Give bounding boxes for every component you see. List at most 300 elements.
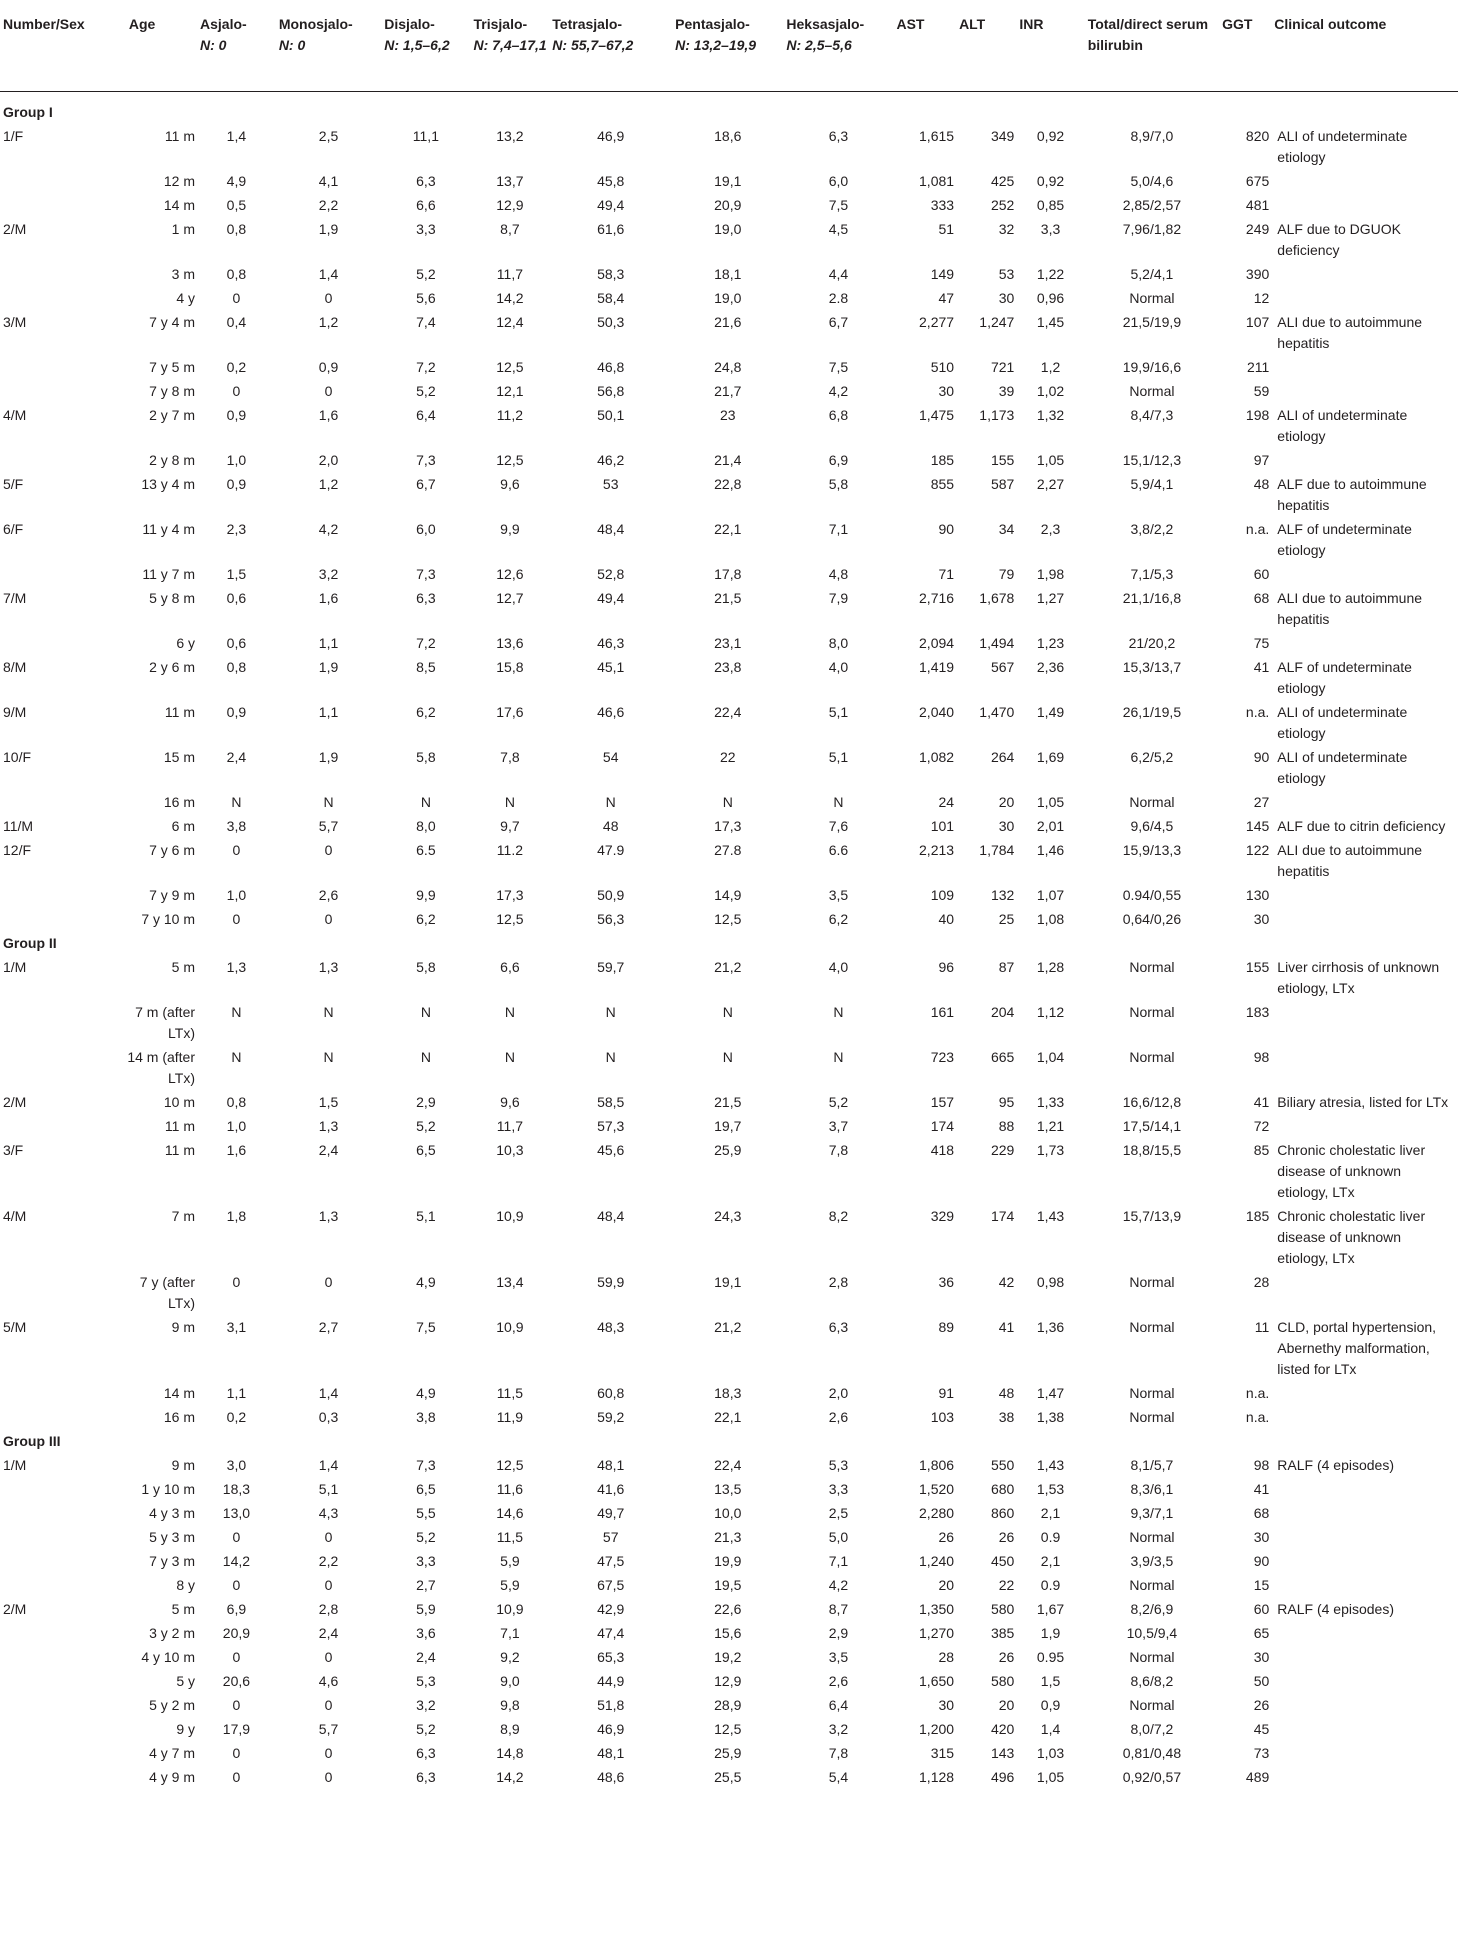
table-cell: 9 m	[171, 1318, 196, 1335]
table-row	[0, 285, 1458, 309]
table-cell: 5 y	[176, 1672, 196, 1689]
table-cell: 21,4	[714, 451, 742, 468]
table-cell: 1,69	[1036, 748, 1065, 765]
table-cell: 675	[1245, 172, 1270, 189]
table-cell: 7,1	[828, 520, 849, 537]
table-cell: 2,6	[828, 1672, 849, 1689]
table-cell: 15,8	[496, 658, 524, 675]
table-row	[0, 1764, 1458, 1788]
table-cell: Chronic cholestatic liver disease of unknown etiology, LTx	[1277, 1207, 1426, 1266]
table-cell: 4,2	[318, 520, 339, 537]
table-cell: 6,2/5,2	[1130, 748, 1174, 765]
table-row	[0, 789, 1458, 813]
column-header	[783, 0, 893, 91]
table-cell: 665	[990, 1048, 1015, 1065]
table-cell: 9,7	[500, 817, 520, 834]
table-cell: 1,47	[1036, 1384, 1065, 1401]
table-cell: 48,6	[597, 1768, 625, 1785]
table-cell: 8,2/6,9	[1130, 1600, 1174, 1617]
table-cell: 13,7	[496, 172, 524, 189]
table-cell: 4 y 7 m	[149, 1744, 196, 1761]
table-cell	[0, 354, 123, 378]
table-cell: 11/M	[3, 817, 34, 834]
table-cell: 4,2	[828, 382, 849, 399]
table-cell: 50	[1253, 1672, 1270, 1689]
table-cell: 8,9	[500, 1720, 520, 1737]
table-cell: 174	[990, 1207, 1015, 1224]
table-cell: 1,1	[226, 1384, 247, 1401]
table-cell: 15,9/13,3	[1122, 841, 1182, 858]
table-header	[0, 0, 1458, 91]
table-cell: 0	[324, 1768, 333, 1785]
table-cell	[1271, 906, 1458, 930]
table-row	[0, 471, 1458, 516]
table-cell: 5,0/4,6	[1130, 172, 1174, 189]
table-cell: 7,8	[828, 1141, 849, 1158]
table-cell: 22,6	[714, 1600, 742, 1617]
table-cell: 85	[1253, 1141, 1270, 1158]
table-cell: 2,01	[1036, 817, 1065, 834]
table-cell: 5,9/4,1	[1130, 475, 1174, 492]
table-cell: 6 y	[176, 634, 196, 651]
table-cell: 0	[324, 289, 333, 306]
table-cell: 3,2	[828, 1720, 849, 1737]
table-cell: 0	[324, 1696, 333, 1713]
table-cell: 65,3	[597, 1648, 625, 1665]
table-cell: 48	[998, 1384, 1015, 1401]
table-cell: 30	[1253, 1648, 1270, 1665]
group-heading-row	[0, 91, 1458, 123]
table-cell: 2,280	[919, 1504, 955, 1521]
table-cell: 12 m	[163, 172, 196, 189]
table-cell: 385	[990, 1624, 1015, 1641]
table-cell	[1271, 1404, 1458, 1428]
table-cell: 7,1	[828, 1552, 849, 1569]
table-cell: Normal	[1129, 382, 1175, 399]
table-cell: 46,2	[597, 451, 625, 468]
table-cell: 2/M	[3, 220, 27, 237]
table-cell: 0	[232, 1696, 241, 1713]
table-cell: 22,8	[714, 475, 742, 492]
table-cell: 7 y 10 m	[141, 910, 196, 927]
table-cell: 9/M	[3, 703, 27, 720]
table-cell: 20,6	[222, 1672, 251, 1689]
table-cell: 489	[1245, 1768, 1270, 1785]
table-cell	[0, 1044, 123, 1089]
table-cell: 0,9	[226, 475, 247, 492]
table-cell: N	[323, 793, 334, 810]
table-cell: 10 m	[163, 1093, 196, 1110]
table-cell: 19,1	[714, 1273, 742, 1290]
table-cell: 1,67	[1036, 1600, 1065, 1617]
table-cell: 48	[1253, 475, 1270, 492]
table-cell: N	[605, 793, 616, 810]
table-cell: 2,1	[1040, 1504, 1061, 1521]
table-cell: 21/20,2	[1128, 634, 1176, 651]
table-cell: 6 m	[171, 817, 196, 834]
table-cell: ALF due to citrin deficiency	[1277, 817, 1446, 834]
table-cell: 11,1	[412, 127, 439, 144]
table-row	[0, 123, 1458, 168]
table-cell: 0,8	[226, 658, 247, 675]
table-cell: 2,7	[318, 1318, 339, 1335]
table-cell: 1,6	[226, 1141, 247, 1158]
table-cell: 75	[1253, 634, 1270, 651]
table-cell: 1,784	[979, 841, 1015, 858]
table-cell: 19,0	[714, 220, 742, 237]
table-cell	[0, 1404, 123, 1428]
table-cell: 17,8	[714, 565, 742, 582]
table-cell: 13 y 4 m	[141, 475, 196, 492]
table-cell: 8,6/8,2	[1130, 1672, 1174, 1689]
table-cell: 418	[930, 1141, 955, 1158]
table-cell: 0,4	[226, 313, 247, 330]
table-row	[0, 837, 1458, 882]
table-cell: 5,9	[416, 1600, 436, 1617]
table-cell: 72	[1253, 1117, 1270, 1134]
table-cell: 4,5	[828, 220, 849, 237]
table-cell: 6,9	[828, 451, 849, 468]
table-cell: 41,6	[597, 1480, 625, 1497]
table-cell: 1,73	[1036, 1141, 1065, 1158]
table-cell: 30	[998, 289, 1015, 306]
table-cell: 7 y 6 m	[149, 841, 196, 858]
table-cell: 8,7	[500, 220, 520, 237]
table-cell: 60	[1253, 1600, 1270, 1617]
table-cell: 0	[232, 1528, 241, 1545]
table-cell: 1,43	[1036, 1456, 1065, 1473]
table-cell: 48,4	[597, 520, 625, 537]
table-cell: 0	[232, 382, 241, 399]
table-cell: N	[420, 793, 431, 810]
table-cell: 252	[990, 196, 1015, 213]
table-cell: 1,9	[318, 658, 339, 675]
table-cell	[0, 1500, 123, 1524]
table-cell: 47,5	[597, 1552, 625, 1569]
table-cell: 5,1	[828, 748, 849, 765]
table-cell: 4,0	[828, 658, 849, 675]
table-cell: 5/M	[3, 1318, 27, 1335]
table-cell: 12,6	[496, 565, 524, 582]
table-cell: N	[504, 793, 515, 810]
table-cell: 34	[998, 520, 1015, 537]
table-cell: 12,7	[496, 589, 524, 606]
table-cell: 0	[232, 1768, 241, 1785]
table-cell: 0	[324, 910, 333, 927]
column-header	[1219, 0, 1271, 91]
table-cell: 4 y 3 m	[149, 1504, 196, 1521]
table-cell: 47.9	[597, 841, 625, 858]
table-row	[0, 516, 1458, 561]
table-cell: 21,7	[714, 382, 742, 399]
table-cell: 587	[990, 475, 1015, 492]
table-row	[0, 1500, 1458, 1524]
table-cell: 4,9	[416, 1273, 436, 1290]
table-cell: 9,2	[500, 1648, 520, 1665]
table-cell: 1,05	[1036, 793, 1065, 810]
table-cell: 39	[998, 382, 1015, 399]
table-cell: 22,4	[714, 703, 742, 720]
table-cell: 53	[998, 265, 1015, 282]
table-cell: 9,6	[500, 1093, 520, 1110]
table-cell: 40	[938, 910, 955, 927]
table-cell: 2,0	[318, 451, 339, 468]
table-cell: 3,3	[416, 220, 436, 237]
table-cell: 54	[602, 748, 619, 765]
table-cell: 103	[930, 1408, 955, 1425]
table-cell: 0,96	[1036, 289, 1065, 306]
table-cell: 3 m	[171, 265, 196, 282]
table-cell: 51,8	[597, 1696, 625, 1713]
table-cell: 7,3	[416, 1456, 436, 1473]
table-cell: ALF of undeterminate etiology	[1277, 520, 1412, 558]
table-cell: 19,0	[714, 289, 742, 306]
table-cell: 45,1	[597, 658, 625, 675]
table-cell: 185	[930, 451, 955, 468]
table-cell: 6,2	[828, 910, 849, 927]
table-cell: 59	[1253, 382, 1270, 399]
table-cell: 2,5	[318, 127, 339, 144]
table-row	[0, 999, 1458, 1044]
table-row	[0, 630, 1458, 654]
table-cell	[1271, 1668, 1458, 1692]
table-cell: 1,494	[979, 634, 1015, 651]
table-cell: 1,32	[1036, 406, 1065, 423]
table-cell: 41	[1253, 1093, 1270, 1110]
table-cell: 1,45	[1036, 313, 1065, 330]
table-cell: 3,6	[416, 1624, 436, 1641]
table-cell: 1,9	[318, 748, 339, 765]
table-cell	[0, 447, 123, 471]
table-cell: 820	[1245, 127, 1270, 144]
table-cell: 204	[990, 1003, 1015, 1020]
table-cell: 481	[1245, 196, 1270, 213]
table-cell: 25	[998, 910, 1015, 927]
table-cell: 5,8	[416, 958, 436, 975]
table-cell: ALI of undeterminate etiology	[1277, 127, 1408, 165]
table-cell: 0	[232, 841, 241, 858]
table-cell: 329	[930, 1207, 955, 1224]
table-cell: 49,4	[597, 589, 625, 606]
table-cell: 5,3	[416, 1672, 436, 1689]
table-cell: 5,8	[416, 748, 436, 765]
table-cell: 22,1	[714, 520, 742, 537]
table-cell: 22,1	[714, 1408, 742, 1425]
table-cell: 25,5	[714, 1768, 742, 1785]
table-cell: 1,4	[318, 1456, 339, 1473]
table-cell: 0.9	[1040, 1528, 1061, 1545]
table-cell: Normal	[1129, 1408, 1175, 1425]
table-cell: 19,2	[714, 1648, 742, 1665]
table-cell: 6,7	[416, 475, 436, 492]
table-cell: 264	[990, 748, 1015, 765]
table-cell: 21,3	[714, 1528, 742, 1545]
table-cell: 0,9	[226, 406, 247, 423]
table-cell: 6,3	[828, 127, 849, 144]
table-cell: 2,9	[828, 1624, 849, 1641]
table-cell: 6,2	[416, 703, 436, 720]
table-cell: 5,2	[416, 265, 436, 282]
table-cell: 7,96/1,82	[1122, 220, 1182, 237]
table-cell: 7 y (after LTx)	[139, 1273, 196, 1311]
table-cell: 5,2	[828, 1093, 849, 1110]
table-cell	[0, 1764, 123, 1788]
table-cell: 20	[998, 793, 1015, 810]
table-cell: 0	[232, 289, 241, 306]
table-cell: 6,5	[416, 1480, 436, 1497]
table-row	[0, 1548, 1458, 1572]
column-header-label: AST	[896, 16, 925, 32]
table-cell: 73	[1253, 1744, 1270, 1761]
table-cell: 6,6	[500, 958, 520, 975]
table-cell: 0	[232, 1744, 241, 1761]
table-cell: 58,4	[597, 289, 625, 306]
table-cell: 7 m	[171, 1207, 196, 1224]
table-cell: 11,9	[496, 1408, 523, 1425]
table-cell: 4,6	[318, 1672, 339, 1689]
table-cell: 0	[232, 1273, 241, 1290]
column-header	[672, 0, 783, 91]
column-normal-range: N: 13,2–19,9	[675, 37, 757, 53]
table-cell: 1,5	[1040, 1672, 1061, 1689]
table-cell: 1,4	[318, 265, 339, 282]
table-cell: 46,6	[597, 703, 625, 720]
table-row	[0, 744, 1458, 789]
column-header-label: Monosjalo-	[278, 16, 353, 32]
table-cell: 22,4	[714, 1456, 742, 1473]
table-cell	[1271, 999, 1458, 1044]
table-row	[0, 354, 1458, 378]
table-cell: 349	[990, 127, 1015, 144]
table-cell: 1,4	[226, 127, 247, 144]
table-cell: Normal	[1129, 1696, 1175, 1713]
table-cell: 58,3	[597, 265, 625, 282]
table-cell: 1,247	[979, 313, 1015, 330]
table-cell: 11,2	[496, 406, 523, 423]
table-row	[0, 1404, 1458, 1428]
table-cell: 1,240	[919, 1552, 955, 1569]
table-cell: 2,4	[318, 1624, 339, 1641]
table-cell: 1,21	[1036, 1117, 1065, 1134]
table-cell: 1,0	[226, 1117, 247, 1134]
table-cell: N	[722, 793, 733, 810]
column-normal-range: N: 0	[278, 37, 306, 53]
table-cell: 91	[938, 1384, 955, 1401]
table-cell: 6,3	[416, 1744, 436, 1761]
table-cell: n.a.	[1245, 1384, 1270, 1401]
table-cell: 2/M	[3, 1600, 27, 1617]
table-cell	[0, 1620, 123, 1644]
table-cell: 96	[938, 958, 955, 975]
table-cell: 510	[930, 358, 955, 375]
table-cell: 5,7	[318, 817, 339, 834]
table-cell: 19,9/16,6	[1122, 358, 1182, 375]
table-cell: Normal	[1129, 1384, 1175, 1401]
table-cell: 1,98	[1036, 565, 1065, 582]
table-cell: N	[605, 1048, 616, 1065]
table-cell: 0	[232, 1576, 241, 1593]
table-cell	[0, 1572, 123, 1596]
table-cell: 15,6	[714, 1624, 742, 1641]
table-cell: 5,2/4,1	[1130, 265, 1174, 282]
table-cell: 45,6	[597, 1141, 625, 1158]
table-row	[0, 1716, 1458, 1740]
table-cell	[1271, 1044, 1458, 1089]
table-cell: 25,9	[714, 1744, 742, 1761]
table-cell: 580	[990, 1672, 1015, 1689]
column-header-label: Total/direct serum bilirubin	[1087, 16, 1209, 53]
column-normal-range: N: 2,5–5,6	[786, 37, 852, 53]
table-cell: 21,5	[714, 589, 742, 606]
table-cell: 0,3	[318, 1408, 339, 1425]
table-cell	[1271, 1269, 1458, 1314]
table-cell: 47	[938, 289, 955, 306]
table-cell: 0.94/0,55	[1122, 886, 1182, 903]
table-cell: 8,0	[416, 817, 436, 834]
table-cell: 87	[998, 958, 1015, 975]
table-cell: 3,3	[1040, 220, 1061, 237]
table-cell: 8 y	[176, 1576, 196, 1593]
column-header	[0, 0, 123, 91]
table-cell: 145	[1245, 817, 1270, 834]
table-cell: 7 y 3 m	[149, 1552, 196, 1569]
table-cell: 1 m	[171, 220, 196, 237]
table-cell: 3,9/3,5	[1130, 1552, 1174, 1569]
table-cell: 9 y	[176, 1720, 196, 1737]
table-cell: 1,081	[919, 172, 955, 189]
table-cell: 155	[990, 451, 1015, 468]
table-cell: 11 m	[164, 1117, 196, 1134]
table-cell: 1,1	[318, 703, 339, 720]
table-cell: 5 y 2 m	[149, 1696, 196, 1713]
table-cell: 50,3	[597, 313, 625, 330]
table-row	[0, 447, 1458, 471]
table-cell: 550	[990, 1456, 1015, 1473]
table-cell	[1271, 1692, 1458, 1716]
table-cell: 8,5	[416, 658, 436, 675]
column-header-label: Tetrasjalo-	[552, 16, 623, 32]
table-cell: N	[833, 1048, 844, 1065]
table-cell: 6,9	[226, 1600, 247, 1617]
table-cell: 10,9	[496, 1318, 524, 1335]
table-row	[0, 1203, 1458, 1269]
table-cell: 24	[938, 793, 955, 810]
table-cell: 12,5	[714, 1720, 742, 1737]
table-cell: 0	[324, 1273, 333, 1290]
table-cell: 46,8	[597, 358, 625, 375]
table-cell: 1,270	[919, 1624, 955, 1641]
column-header	[1271, 0, 1458, 91]
table-cell: 17,3	[714, 817, 742, 834]
table-cell: 21,5/19,9	[1122, 313, 1182, 330]
table-cell: 3,5	[828, 1648, 849, 1665]
column-header	[123, 0, 197, 91]
table-cell: 24,3	[714, 1207, 742, 1224]
table-cell: N	[231, 1048, 242, 1065]
table-cell: 8,3/6,1	[1130, 1480, 1174, 1497]
table-cell: 20	[938, 1576, 955, 1593]
table-cell: Biliary atresia, listed for LTx	[1277, 1093, 1449, 1110]
table-cell: 1,200	[919, 1720, 955, 1737]
table-cell: 1,615	[919, 127, 955, 144]
table-cell: 1,49	[1036, 703, 1065, 720]
table-cell: 21,2	[714, 958, 742, 975]
table-row	[0, 1668, 1458, 1692]
table-cell: 7,4	[416, 313, 436, 330]
table-cell	[1271, 168, 1458, 192]
table-cell: 2,4	[318, 1141, 339, 1158]
table-cell: 198	[1245, 406, 1270, 423]
